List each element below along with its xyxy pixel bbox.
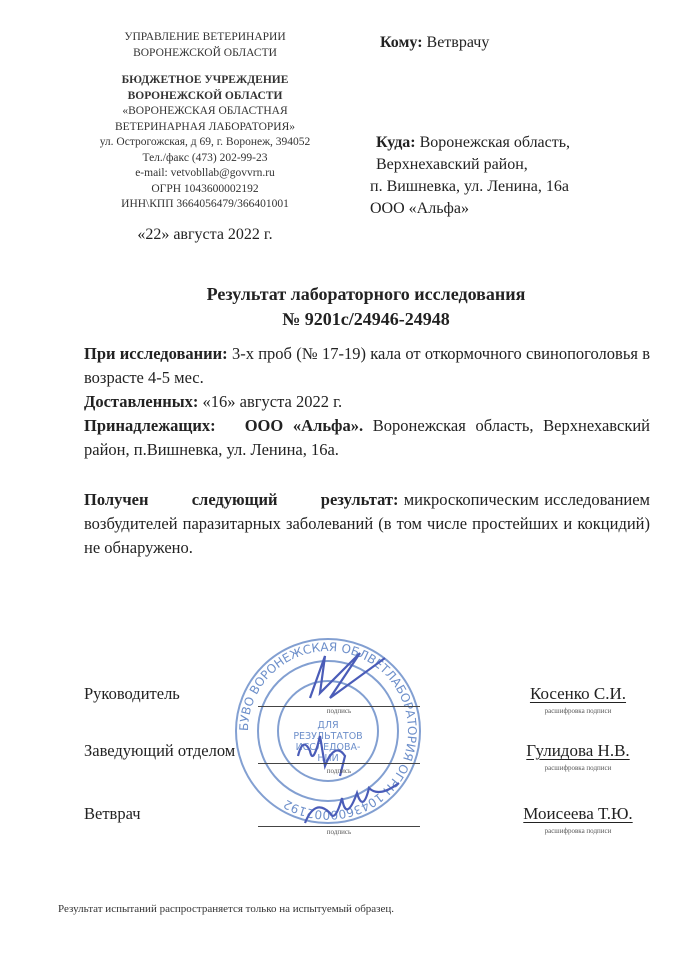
- owner-label: Принадлежащих:: [84, 416, 216, 435]
- address: ул. Острогожская, д 69, г. Воронеж, 394052: [99, 136, 311, 148]
- sender-block: [60, 30, 350, 213]
- inst-name: ВОРОНЕЖСКОЙ ОБЛАСТИ: [127, 89, 283, 102]
- email: e-mail: vetvobllab@govvrn.ru: [135, 167, 275, 179]
- owner-address: Воронежская область, Верхнехавский район, п.Вишневка, ул. Ленина, 16а.: [84, 416, 650, 459]
- where-label: Куда:: [376, 134, 416, 151]
- stamp-center-text: РЕЗУЛЬТАТОВ: [293, 731, 363, 742]
- signature-caption: подпись: [326, 828, 352, 836]
- stamp-center-text: НИИ: [317, 753, 339, 764]
- footer-note: Результат испытаний распространяется только на испытуемый образец.: [58, 903, 395, 915]
- study-details: [84, 342, 650, 462]
- phone: Тел./факс (473) 202-99-23: [142, 151, 268, 164]
- signature-caption: подпись: [326, 707, 352, 715]
- address-line: Воронежская область,: [419, 134, 571, 151]
- address-line: ООО «Альфа»: [370, 200, 469, 217]
- name-caption: расшифровка подписи: [544, 827, 612, 835]
- result-label: Получен следующий результат:: [84, 490, 399, 509]
- address-line: п. Вишневка, ул. Ленина, 16а: [370, 178, 569, 195]
- signer-name: Косенко С.И.: [529, 684, 627, 703]
- stamp-ring-text: БУВО ВОРОНЕЖСКАЯ ОБЛВЕТЛАБОРАТОРИЯ ОГРН 1043600002192: [236, 639, 420, 823]
- document-date: «22» августа 2022 г.: [137, 226, 273, 243]
- signature-line: [258, 826, 420, 827]
- signature-line: [258, 763, 420, 764]
- inst-line: «ВОРОНЕЖСКАЯ ОБЛАСТНАЯ: [122, 105, 288, 117]
- result-paragraph: [84, 488, 650, 560]
- to-value: Ветврачу: [426, 34, 490, 51]
- inn-kpp: ИНН\КПП 3664056479/366401001: [121, 198, 289, 210]
- stamp-center-text: ИССЛЕДОВА-: [295, 742, 361, 753]
- name-caption: расшифровка подписи: [544, 764, 612, 772]
- delivered-label: Доставленных:: [84, 392, 199, 411]
- study-text: 3-х проб (№ 17-19) кала от откормочного свинопоголовья в возрасте 4-5 мес.: [84, 344, 651, 387]
- document-number: № 9201с/24946-24948: [282, 309, 450, 329]
- delivered-text: «16» августа 2022 г.: [202, 392, 343, 411]
- stamp-center-text: ДЛЯ: [317, 720, 339, 731]
- address-line: Верхнехавский район,: [376, 156, 528, 173]
- study-label: При исследовании:: [84, 344, 228, 363]
- name-caption: расшифровка подписи: [544, 707, 612, 715]
- signer-name: Моисеева Т.Ю.: [523, 804, 633, 823]
- inst-line: ВЕТЕРИНАРНАЯ ЛАБОРАТОРИЯ»: [114, 120, 296, 133]
- recipient-address: [370, 132, 570, 220]
- to-label: Кому:: [380, 34, 423, 51]
- stamp: [218, 628, 458, 838]
- document-title: [0, 282, 692, 332]
- signature-caption: подпись: [326, 767, 352, 775]
- signer-name: Гулидова Н.В.: [526, 741, 630, 760]
- recipient-to: [380, 32, 489, 54]
- role-label: Заведующий отделом: [84, 741, 236, 760]
- ogrn: ОГРН 1043600002192: [151, 182, 259, 195]
- role-label: Руководитель: [84, 684, 180, 703]
- role-label: Ветврач: [84, 804, 141, 823]
- org-line: ВОРОНЕЖСКОЙ ОБЛАСТИ: [133, 46, 277, 59]
- title-line: Результат лабораторного исследования: [206, 284, 526, 304]
- inst-name: БЮДЖЕТНОЕ УЧРЕЖДЕНИЕ: [121, 74, 289, 86]
- org-line: УПРАВЛЕНИЕ ВЕТЕРИНАРИИ: [124, 31, 286, 43]
- result-text: микроскопическим исследованием возбудителей паразитарных заболеваний (в том числе простейших и кокцидий) не обнаружено.: [84, 490, 650, 557]
- owner-name: ООО «Альфа».: [244, 416, 364, 435]
